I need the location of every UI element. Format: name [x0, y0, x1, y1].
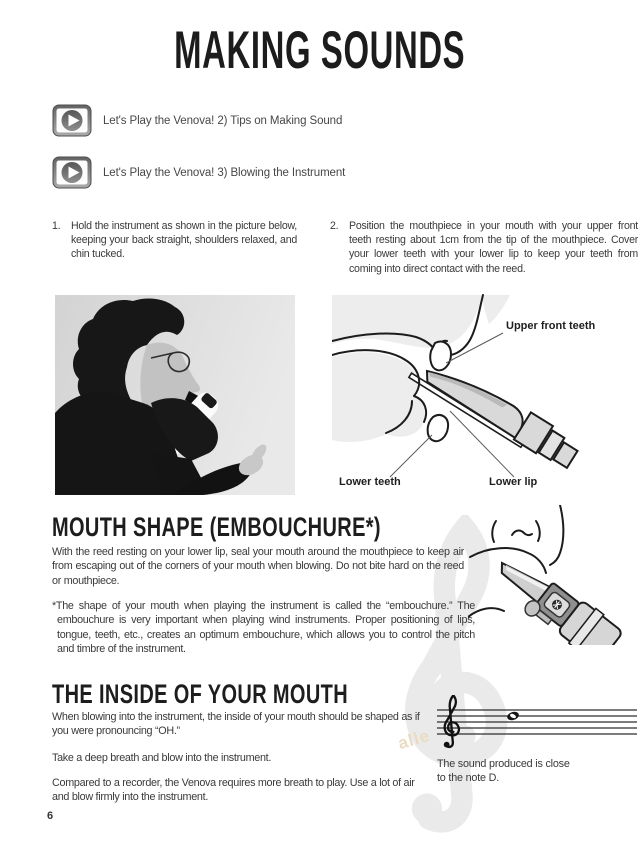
video-play-icon[interactable] [52, 104, 92, 137]
step-number: 2. [330, 220, 339, 232]
photo-player-posture [55, 295, 295, 495]
video-label: Let's Play the Venova! 3) Blowing the Instrument [103, 166, 346, 179]
step-2 [330, 219, 638, 276]
embouchure-footnote: *The shape of your mouth when playing the instrument is called the “embouchure.” The embouchure is very important when playing wind instruments. Proper positioning of lips, tongue, teeth, etc., creates an optimum embouchure, which allows you to control the pitch and timbre of the instrument. [52, 600, 475, 656]
step-text: Hold the instrument as shown in the picture below, keeping your back straight, shoulders relaxed, and chin tucked. [71, 220, 297, 261]
page-title-text: MAKING SOUNDS [174, 21, 466, 80]
section-heading-inside-mouth [52, 681, 452, 708]
section-heading-text: THE INSIDE OF YOUR MOUTH [52, 679, 349, 709]
lower-tooth-shape [428, 415, 448, 441]
inside-mouth-paragraph-1: When blowing into the instrument, the inside of your mouth should be shaped as if you were pronouncing “OH.” [52, 711, 420, 738]
section-heading-text: MOUTH SHAPE (EMBOUCHURE*) [52, 512, 381, 542]
diagram-label-lower-lip: Lower lip [489, 476, 538, 488]
diagram-label-lower-teeth: Lower teeth [339, 476, 401, 488]
page-title [0, 21, 640, 80]
section-heading-mouth-shape [52, 514, 497, 541]
inside-mouth-paragraph-3: Compared to a recorder, the Venova requires more breath to play. Use a lot of air and blow firmly into the instrument. [52, 777, 415, 804]
mouth-shape-paragraph: With the reed resting on your lower lip, seal your mouth around the mouthpiece to keep air from escaping out of the corners of your mouth when blowing. Do not bite hard on the reed or mouthpiece. [52, 546, 464, 587]
page-number: 6 [47, 810, 54, 822]
step-1 [52, 219, 297, 262]
embouchure-illustration [468, 505, 640, 645]
watermark-text: alle [395, 725, 433, 754]
inside-mouth-paragraph-2: Take a deep breath and blow into the instrument. [52, 752, 272, 764]
video-link-blowing-the-instrument[interactable] [52, 156, 345, 189]
step-text: Position the mouthpiece in your mouth with your upper front teeth resting about 1cm from the tip of the mouthpiece. Cover your lower teeth with your lower lip to keep your teeth from coming into direct contact with the reed. [349, 220, 638, 275]
diagram-label-upper-front-teeth: Upper front teeth [506, 320, 596, 332]
step-number: 1. [52, 220, 61, 232]
whole-note-d [506, 710, 520, 721]
staff-notation [437, 695, 637, 755]
staff-caption: The sound produced is close to the note D. [437, 758, 570, 784]
video-link-tips-on-making-sound[interactable] [52, 104, 342, 137]
video-play-icon[interactable] [52, 156, 92, 189]
video-label: Let's Play the Venova! 2) Tips on Making Sound [103, 114, 343, 127]
upper-front-tooth-shape [430, 342, 451, 371]
mouth-diagram-figure [332, 293, 637, 497]
